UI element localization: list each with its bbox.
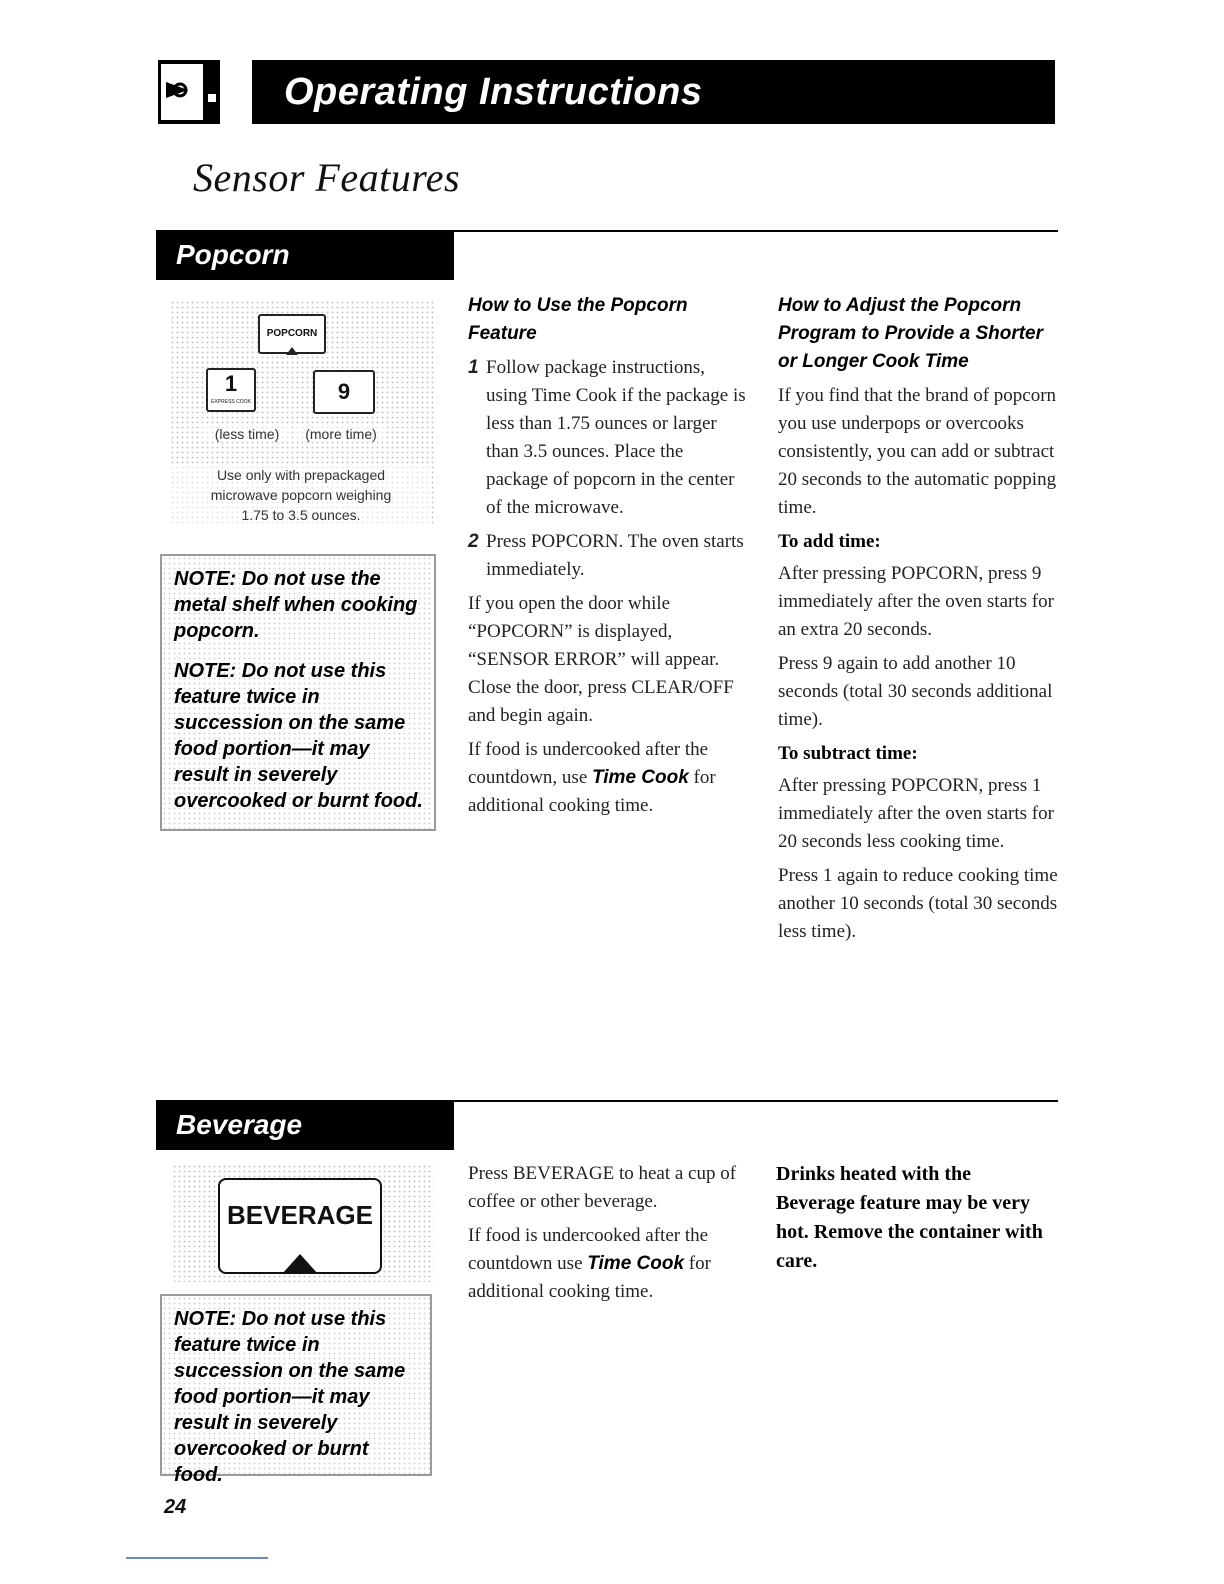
caption-line: Use only with prepackaged bbox=[216, 467, 386, 483]
beverage-undercooked-text-end: for additional cooking time. bbox=[468, 1253, 711, 1302]
undercooked-text-end: for additional cooking time. bbox=[468, 767, 716, 816]
how-to-adjust-heading: How to Adjust the Popcorn Program to Provide a Shorter or Longer Cook Time bbox=[778, 295, 1044, 372]
step-item bbox=[468, 354, 750, 522]
popcorn-note-box bbox=[160, 554, 436, 831]
caption-line: 1.75 to 3.5 ounces. bbox=[241, 507, 361, 523]
key-one-label: 1 bbox=[224, 371, 238, 396]
microwave-hand-icon bbox=[158, 60, 220, 124]
header-banner bbox=[252, 60, 1055, 124]
key-nine bbox=[313, 370, 375, 414]
time-cook-emphasis: Time Cook bbox=[587, 1253, 685, 1274]
beverage-section-rule bbox=[454, 1100, 1058, 1102]
page-number: 24 bbox=[164, 1496, 187, 1518]
step-text: Press POPCORN. The oven starts immediately. bbox=[486, 531, 744, 580]
undercooked-paragraph bbox=[468, 736, 750, 820]
key-one bbox=[206, 368, 256, 412]
beverage-undercooked-paragraph bbox=[468, 1222, 750, 1306]
add-time-paragraph-2: Press 9 again to add another 10 seconds (total 30 seconds additional time). bbox=[778, 653, 1053, 730]
popcorn-section-rule bbox=[454, 230, 1058, 232]
subtract-time-heading: To subtract time: bbox=[778, 743, 918, 764]
caption-line: microwave popcorn weighing bbox=[210, 487, 392, 503]
key-one-sublabel: EXPRESS COOK bbox=[211, 399, 251, 405]
note-metal-shelf: NOTE: Do not use the metal shelf when cooking popcorn. bbox=[174, 568, 418, 642]
beverage-warning: Drinks heated with the Beverage feature may be very hot. Remove the container with care. bbox=[776, 1163, 1043, 1272]
add-time-paragraph: After pressing POPCORN, press 9 immediately after the oven starts for an extra 20 seconds. bbox=[778, 563, 1054, 640]
undercooked-text: If food is undercooked after the countdown, use bbox=[468, 739, 709, 788]
banner-title: Operating Instructions bbox=[284, 71, 703, 113]
beverage-section-title: Beverage bbox=[176, 1109, 303, 1140]
beverage-key-arrow-icon bbox=[282, 1254, 318, 1274]
beverage-key-label: BEVERAGE bbox=[227, 1200, 373, 1230]
door-open-paragraph: If you open the door while “POPCORN” is displayed, “SENSOR ERROR” will appear. Close the door, press CLEAR/OFF and begin again. bbox=[468, 593, 734, 726]
subtract-time-paragraph-2: Press 1 again to reduce cooking time another 10 seconds (total 30 seconds less time). bbox=[778, 865, 1058, 942]
subtract-time-paragraph: After pressing POPCORN, press 1 immediately after the oven starts for 20 seconds less cooking time. bbox=[778, 775, 1054, 852]
beverage-warning-column bbox=[776, 1160, 1048, 1282]
page-title: Sensor Features bbox=[193, 155, 461, 200]
beverage-note-box bbox=[160, 1294, 432, 1486]
beverage-instructions-column bbox=[468, 1160, 750, 1312]
how-to-use-column bbox=[468, 292, 750, 826]
beverage-undercooked-text: If food is undercooked after the countdown use bbox=[468, 1225, 709, 1274]
popcorn-section-title: Popcorn bbox=[176, 239, 290, 270]
add-time-heading: To add time: bbox=[778, 531, 881, 552]
less-time-label: (less time) bbox=[202, 426, 292, 442]
beverage-keypad-illustration bbox=[172, 1164, 434, 1282]
step-text: Follow package instructions, using Time Cook if the package is less than 1.75 ounces or larger than 3.5 ounces. Place the package of popcorn in the center of the microwave. bbox=[486, 357, 746, 518]
step-number: 2 bbox=[468, 531, 479, 552]
popcorn-key-label: POPCORN bbox=[266, 328, 318, 339]
beverage-section-tab bbox=[156, 1100, 454, 1150]
popcorn-key-arrow-icon bbox=[286, 347, 298, 355]
adjust-intro: If you find that the brand of popcorn you use underpops or overcooks consistently, you can add or subtract 20 seconds to the automatic popping time. bbox=[778, 385, 1057, 518]
footer-rule bbox=[126, 1557, 268, 1559]
popcorn-caption bbox=[170, 465, 432, 525]
note-succession: NOTE: Do not use this feature twice in succession on the same food portion—it may result in severely overcooked or burnt food. bbox=[174, 660, 423, 812]
how-to-adjust-column bbox=[778, 292, 1058, 952]
key-nine-label: 9 bbox=[337, 379, 351, 404]
how-to-use-heading: How to Use the Popcorn Feature bbox=[468, 295, 688, 344]
time-cook-emphasis: Time Cook bbox=[592, 767, 689, 788]
more-time-label: (more time) bbox=[296, 426, 386, 442]
beverage-paragraph: Press BEVERAGE to heat a cup of coffee or other beverage. bbox=[468, 1163, 737, 1212]
beverage-key bbox=[218, 1178, 382, 1274]
popcorn-keypad-illustration bbox=[170, 300, 434, 525]
step-item bbox=[468, 528, 750, 584]
note-succession: NOTE: Do not use this feature twice in succession on the same food portion—it may result in severely overcooked or burnt food. bbox=[174, 1308, 406, 1486]
step-number: 1 bbox=[468, 357, 479, 378]
popcorn-section-tab bbox=[156, 230, 454, 280]
